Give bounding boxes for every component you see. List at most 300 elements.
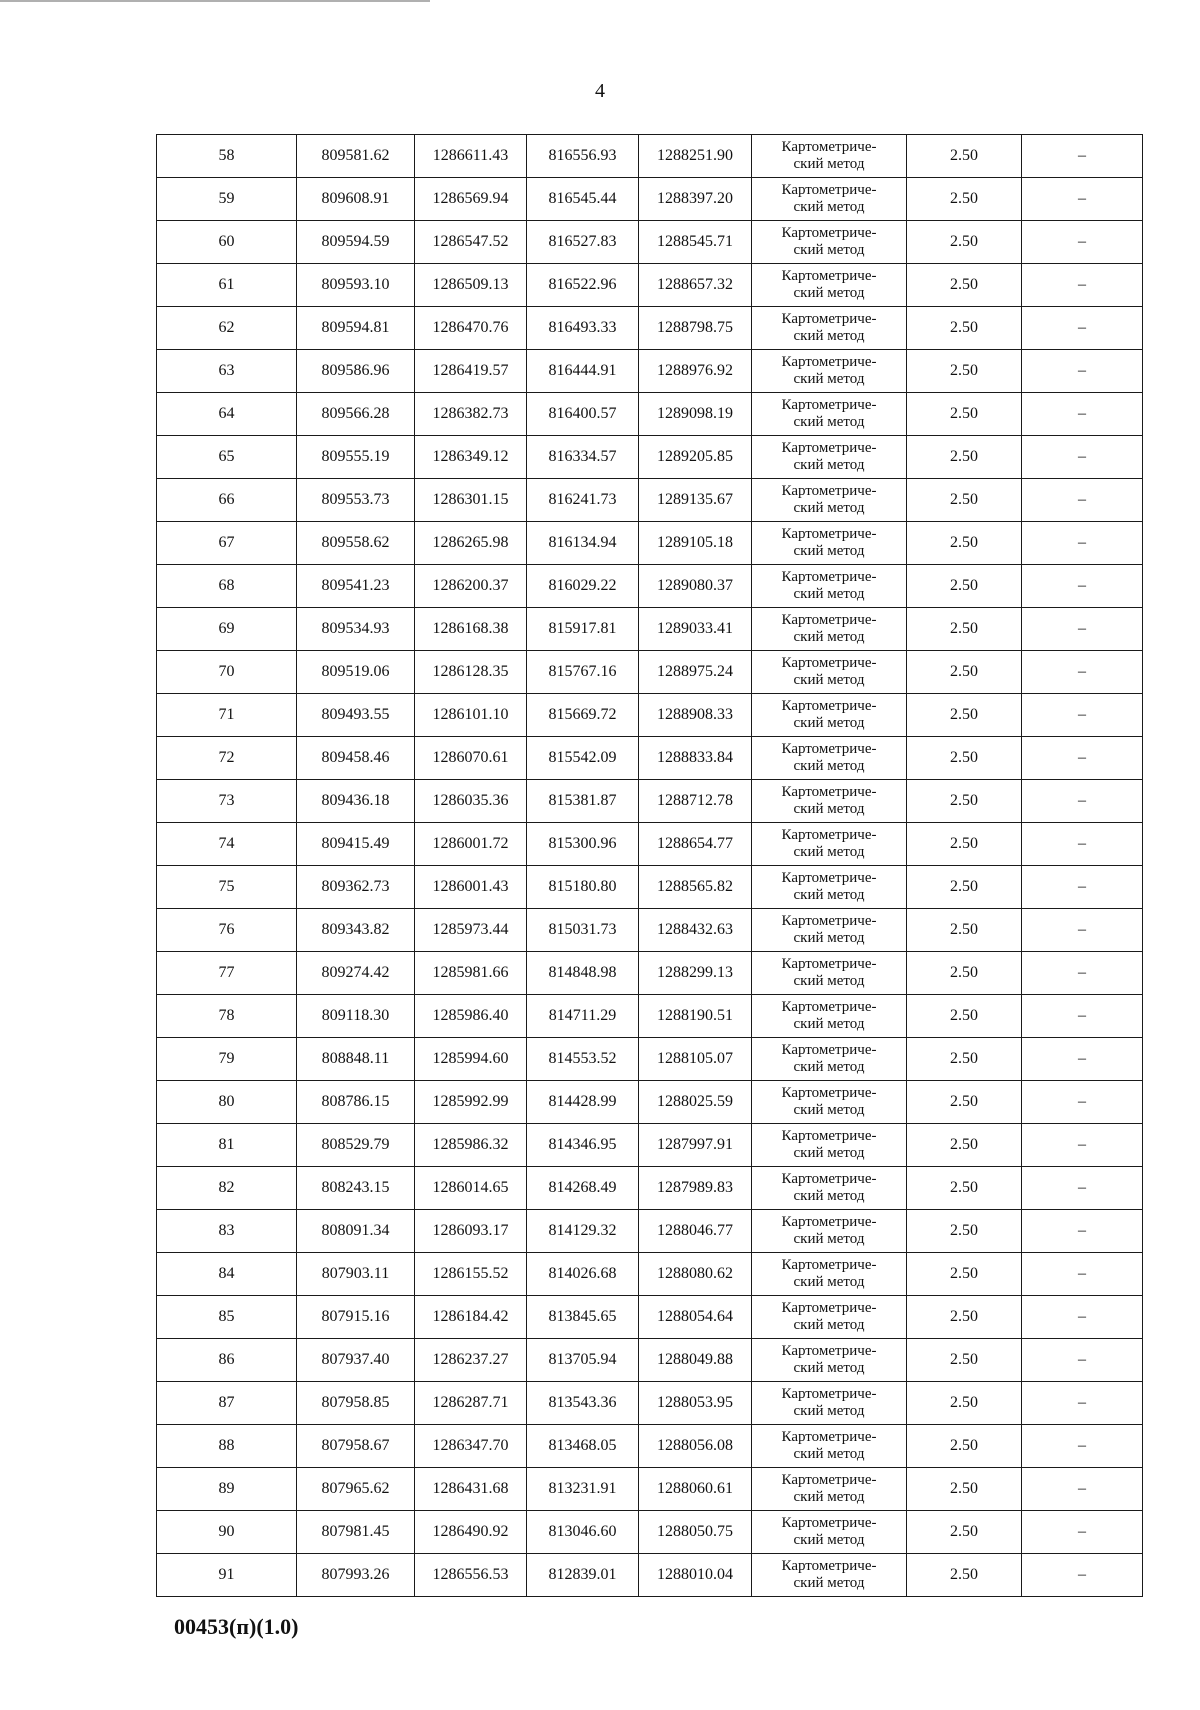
note-cell: –	[1022, 694, 1143, 737]
method-line: Картометриче-	[781, 784, 877, 800]
note-cell: –	[1022, 651, 1143, 694]
y1-cell: 1286556.53	[415, 1554, 527, 1597]
x1-cell: 809608.91	[297, 178, 415, 221]
method-cell	[752, 866, 907, 909]
x1-cell: 809566.28	[297, 393, 415, 436]
accuracy-cell: 2.50	[907, 995, 1022, 1038]
y2-cell: 1288712.78	[639, 780, 752, 823]
y1-cell: 1286237.27	[415, 1339, 527, 1382]
accuracy-cell: 2.50	[907, 651, 1022, 694]
method-cell	[752, 608, 907, 651]
x2-cell: 813845.65	[527, 1296, 639, 1339]
point-number-cell: 62	[157, 307, 297, 350]
accuracy-cell: 2.50	[907, 1425, 1022, 1468]
method-line: Картометриче-	[781, 225, 877, 241]
method-line: Картометриче-	[781, 1472, 877, 1488]
point-number-cell: 73	[157, 780, 297, 823]
method-line: Картометриче-	[781, 1343, 877, 1359]
method-cell	[752, 264, 907, 307]
point-number-cell: 63	[157, 350, 297, 393]
accuracy-cell: 2.50	[907, 909, 1022, 952]
table-row	[157, 565, 1143, 608]
method-line: Картометриче-	[781, 483, 877, 499]
table-row	[157, 952, 1143, 995]
method-line: ский метод	[793, 156, 865, 172]
point-number-cell: 79	[157, 1038, 297, 1081]
y1-cell: 1285973.44	[415, 909, 527, 952]
method-line: ский метод	[793, 1231, 865, 1247]
method-cell	[752, 393, 907, 436]
y1-cell: 1286490.92	[415, 1511, 527, 1554]
accuracy-cell: 2.50	[907, 522, 1022, 565]
x2-cell: 815917.81	[527, 608, 639, 651]
accuracy-cell: 2.50	[907, 1382, 1022, 1425]
x1-cell: 809594.59	[297, 221, 415, 264]
y2-cell: 1288833.84	[639, 737, 752, 780]
method-line: ский метод	[793, 1102, 865, 1118]
accuracy-cell: 2.50	[907, 565, 1022, 608]
method-line: ский метод	[793, 1575, 865, 1591]
x1-cell: 809118.30	[297, 995, 415, 1038]
x1-cell: 809593.10	[297, 264, 415, 307]
accuracy-cell: 2.50	[907, 350, 1022, 393]
x2-cell: 815542.09	[527, 737, 639, 780]
y2-cell: 1288908.33	[639, 694, 752, 737]
y2-cell: 1289205.85	[639, 436, 752, 479]
method-line: Картометриче-	[781, 1042, 877, 1058]
method-line: Картометриче-	[781, 311, 877, 327]
accuracy-cell: 2.50	[907, 1253, 1022, 1296]
y2-cell: 1287997.91	[639, 1124, 752, 1167]
y2-cell: 1288657.32	[639, 264, 752, 307]
table-row	[157, 1554, 1143, 1597]
point-number-cell: 61	[157, 264, 297, 307]
x2-cell: 816444.91	[527, 350, 639, 393]
method-line: ский метод	[793, 758, 865, 774]
y2-cell: 1288054.64	[639, 1296, 752, 1339]
note-cell: –	[1022, 737, 1143, 780]
table-row	[157, 1081, 1143, 1124]
table-row	[157, 1124, 1143, 1167]
method-cell	[752, 307, 907, 350]
point-number-cell: 58	[157, 135, 297, 178]
method-line: ский метод	[793, 500, 865, 516]
y2-cell: 1288046.77	[639, 1210, 752, 1253]
accuracy-cell: 2.50	[907, 1468, 1022, 1511]
method-cell	[752, 565, 907, 608]
x1-cell: 809586.96	[297, 350, 415, 393]
x2-cell: 815300.96	[527, 823, 639, 866]
x2-cell: 816545.44	[527, 178, 639, 221]
method-line: ский метод	[793, 1360, 865, 1376]
accuracy-cell: 2.50	[907, 479, 1022, 522]
y2-cell: 1288053.95	[639, 1382, 752, 1425]
x2-cell: 814026.68	[527, 1253, 639, 1296]
point-number-cell: 83	[157, 1210, 297, 1253]
method-line: Картометриче-	[781, 1171, 877, 1187]
x2-cell: 813705.94	[527, 1339, 639, 1382]
accuracy-cell: 2.50	[907, 694, 1022, 737]
method-line: ский метод	[793, 973, 865, 989]
x1-cell: 807915.16	[297, 1296, 415, 1339]
method-line: ский метод	[793, 1145, 865, 1161]
y1-cell: 1286200.37	[415, 565, 527, 608]
x1-cell: 808243.15	[297, 1167, 415, 1210]
x2-cell: 814553.52	[527, 1038, 639, 1081]
method-line: Картометриче-	[781, 139, 877, 155]
table-row	[157, 479, 1143, 522]
y1-cell: 1286569.94	[415, 178, 527, 221]
x1-cell: 809555.19	[297, 436, 415, 479]
method-cell	[752, 1468, 907, 1511]
note-cell: –	[1022, 1081, 1143, 1124]
x2-cell: 814848.98	[527, 952, 639, 995]
x1-cell: 809436.18	[297, 780, 415, 823]
method-cell	[752, 651, 907, 694]
x2-cell: 814346.95	[527, 1124, 639, 1167]
method-line: ский метод	[793, 1403, 865, 1419]
table-row	[157, 1425, 1143, 1468]
point-number-cell: 69	[157, 608, 297, 651]
accuracy-cell: 2.50	[907, 135, 1022, 178]
y1-cell: 1285981.66	[415, 952, 527, 995]
y1-cell: 1286547.52	[415, 221, 527, 264]
method-line: ский метод	[793, 543, 865, 559]
method-line: Картометриче-	[781, 1257, 877, 1273]
note-cell: –	[1022, 608, 1143, 651]
point-number-cell: 70	[157, 651, 297, 694]
note-cell: –	[1022, 1296, 1143, 1339]
point-number-cell: 71	[157, 694, 297, 737]
point-number-cell: 87	[157, 1382, 297, 1425]
method-cell	[752, 522, 907, 565]
x2-cell: 813543.36	[527, 1382, 639, 1425]
method-line: Картометриче-	[781, 741, 877, 757]
point-number-cell: 67	[157, 522, 297, 565]
x2-cell: 816334.57	[527, 436, 639, 479]
method-line: ский метод	[793, 715, 865, 731]
y2-cell: 1288654.77	[639, 823, 752, 866]
note-cell: –	[1022, 307, 1143, 350]
y2-cell: 1288060.61	[639, 1468, 752, 1511]
note-cell: –	[1022, 1167, 1143, 1210]
table-row	[157, 178, 1143, 221]
point-number-cell: 86	[157, 1339, 297, 1382]
method-cell	[752, 1081, 907, 1124]
y2-cell: 1288190.51	[639, 995, 752, 1038]
method-line: ский метод	[793, 930, 865, 946]
method-line: ский метод	[793, 199, 865, 215]
method-line: Картометриче-	[781, 182, 877, 198]
point-number-cell: 77	[157, 952, 297, 995]
y2-cell: 1288056.08	[639, 1425, 752, 1468]
method-cell	[752, 221, 907, 264]
accuracy-cell: 2.50	[907, 1038, 1022, 1081]
y1-cell: 1286035.36	[415, 780, 527, 823]
x2-cell: 813231.91	[527, 1468, 639, 1511]
accuracy-cell: 2.50	[907, 866, 1022, 909]
method-line: Картометриче-	[781, 1515, 877, 1531]
point-number-cell: 72	[157, 737, 297, 780]
method-line: ский метод	[793, 887, 865, 903]
y1-cell: 1285986.32	[415, 1124, 527, 1167]
x1-cell: 807903.11	[297, 1253, 415, 1296]
point-number-cell: 84	[157, 1253, 297, 1296]
x2-cell: 816134.94	[527, 522, 639, 565]
method-line: ский метод	[793, 672, 865, 688]
method-line: ский метод	[793, 844, 865, 860]
y2-cell: 1288299.13	[639, 952, 752, 995]
x1-cell: 809274.42	[297, 952, 415, 995]
method-line: ский метод	[793, 457, 865, 473]
x2-cell: 813468.05	[527, 1425, 639, 1468]
y1-cell: 1285986.40	[415, 995, 527, 1038]
method-line: Картометриче-	[781, 698, 877, 714]
point-number-cell: 80	[157, 1081, 297, 1124]
note-cell: –	[1022, 1511, 1143, 1554]
x1-cell: 809362.73	[297, 866, 415, 909]
method-line: Картометриче-	[781, 440, 877, 456]
point-number-cell: 68	[157, 565, 297, 608]
method-line: Картометриче-	[781, 1128, 877, 1144]
y2-cell: 1288798.75	[639, 307, 752, 350]
accuracy-cell: 2.50	[907, 307, 1022, 350]
point-number-cell: 75	[157, 866, 297, 909]
note-cell: –	[1022, 565, 1143, 608]
y2-cell: 1289135.67	[639, 479, 752, 522]
method-cell	[752, 737, 907, 780]
method-cell	[752, 1425, 907, 1468]
point-number-cell: 64	[157, 393, 297, 436]
method-cell	[752, 694, 907, 737]
accuracy-cell: 2.50	[907, 1339, 1022, 1382]
note-cell: –	[1022, 1425, 1143, 1468]
method-line: Картометриче-	[781, 1214, 877, 1230]
y1-cell: 1286287.71	[415, 1382, 527, 1425]
point-number-cell: 59	[157, 178, 297, 221]
method-line: ский метод	[793, 801, 865, 817]
point-number-cell: 78	[157, 995, 297, 1038]
accuracy-cell: 2.50	[907, 1296, 1022, 1339]
method-line: ский метод	[793, 1188, 865, 1204]
method-line: ский метод	[793, 1317, 865, 1333]
x2-cell: 815669.72	[527, 694, 639, 737]
method-line: Картометриче-	[781, 956, 877, 972]
y2-cell: 1288976.92	[639, 350, 752, 393]
page-number: 4	[595, 80, 605, 102]
y1-cell: 1286470.76	[415, 307, 527, 350]
note-cell: –	[1022, 393, 1143, 436]
table-row	[157, 1038, 1143, 1081]
accuracy-cell: 2.50	[907, 823, 1022, 866]
y1-cell: 1286265.98	[415, 522, 527, 565]
y2-cell: 1288010.04	[639, 1554, 752, 1597]
x1-cell: 808848.11	[297, 1038, 415, 1081]
x1-cell: 808091.34	[297, 1210, 415, 1253]
y2-cell: 1289080.37	[639, 565, 752, 608]
y2-cell: 1289033.41	[639, 608, 752, 651]
x1-cell: 808786.15	[297, 1081, 415, 1124]
y2-cell: 1288565.82	[639, 866, 752, 909]
table-row	[157, 522, 1143, 565]
table-row	[157, 823, 1143, 866]
x2-cell: 816400.57	[527, 393, 639, 436]
method-line: Картометриче-	[781, 268, 877, 284]
note-cell: –	[1022, 823, 1143, 866]
method-line: Картометриче-	[781, 827, 877, 843]
note-cell: –	[1022, 1382, 1143, 1425]
method-cell	[752, 1253, 907, 1296]
x1-cell: 807937.40	[297, 1339, 415, 1382]
note-cell: –	[1022, 1253, 1143, 1296]
method-line: Картометриче-	[781, 655, 877, 671]
point-number-cell: 89	[157, 1468, 297, 1511]
y1-cell: 1286093.17	[415, 1210, 527, 1253]
y1-cell: 1286168.38	[415, 608, 527, 651]
method-line: Картометриче-	[781, 1558, 877, 1574]
table-row	[157, 866, 1143, 909]
table-row	[157, 436, 1143, 479]
x2-cell: 816493.33	[527, 307, 639, 350]
x1-cell: 807965.62	[297, 1468, 415, 1511]
y1-cell: 1286014.65	[415, 1167, 527, 1210]
method-line: ский метод	[793, 629, 865, 645]
method-line: Картометриче-	[781, 1429, 877, 1445]
method-line: ский метод	[793, 1446, 865, 1462]
method-line: ский метод	[793, 1059, 865, 1075]
method-cell	[752, 1511, 907, 1554]
table-row	[157, 221, 1143, 264]
accuracy-cell: 2.50	[907, 221, 1022, 264]
method-cell	[752, 995, 907, 1038]
y2-cell: 1288049.88	[639, 1339, 752, 1382]
table-row	[157, 350, 1143, 393]
x1-cell: 809343.82	[297, 909, 415, 952]
note-cell: –	[1022, 479, 1143, 522]
table-row	[157, 1511, 1143, 1554]
note-cell: –	[1022, 1038, 1143, 1081]
y1-cell: 1286001.43	[415, 866, 527, 909]
top-rule	[0, 0, 430, 2]
y1-cell: 1286128.35	[415, 651, 527, 694]
table-row	[157, 1296, 1143, 1339]
table-row	[157, 651, 1143, 694]
x1-cell: 808529.79	[297, 1124, 415, 1167]
method-line: ский метод	[793, 586, 865, 602]
x2-cell: 816556.93	[527, 135, 639, 178]
note-cell: –	[1022, 1554, 1143, 1597]
accuracy-cell: 2.50	[907, 780, 1022, 823]
x2-cell: 816527.83	[527, 221, 639, 264]
point-number-cell: 90	[157, 1511, 297, 1554]
y2-cell: 1288025.59	[639, 1081, 752, 1124]
x2-cell: 814129.32	[527, 1210, 639, 1253]
method-cell	[752, 1167, 907, 1210]
y1-cell: 1286611.43	[415, 135, 527, 178]
y2-cell: 1288251.90	[639, 135, 752, 178]
x2-cell: 816241.73	[527, 479, 639, 522]
method-cell	[752, 1124, 907, 1167]
coordinates-table	[156, 134, 1143, 1597]
method-line: Картометриче-	[781, 612, 877, 628]
y2-cell: 1288975.24	[639, 651, 752, 694]
x1-cell: 809581.62	[297, 135, 415, 178]
x2-cell: 815767.16	[527, 651, 639, 694]
note-cell: –	[1022, 780, 1143, 823]
method-line: Картометриче-	[781, 1085, 877, 1101]
accuracy-cell: 2.50	[907, 1167, 1022, 1210]
y2-cell: 1288105.07	[639, 1038, 752, 1081]
table-row	[157, 608, 1143, 651]
method-line: ский метод	[793, 1016, 865, 1032]
accuracy-cell: 2.50	[907, 1511, 1022, 1554]
x2-cell: 812839.01	[527, 1554, 639, 1597]
note-cell: –	[1022, 264, 1143, 307]
y1-cell: 1286101.10	[415, 694, 527, 737]
x1-cell: 807958.67	[297, 1425, 415, 1468]
x2-cell: 816522.96	[527, 264, 639, 307]
accuracy-cell: 2.50	[907, 1554, 1022, 1597]
method-line: Картометриче-	[781, 526, 877, 542]
y1-cell: 1286347.70	[415, 1425, 527, 1468]
method-cell	[752, 135, 907, 178]
method-line: Картометриче-	[781, 999, 877, 1015]
method-line: ский метод	[793, 371, 865, 387]
table-row	[157, 780, 1143, 823]
method-line: ский метод	[793, 1532, 865, 1548]
method-line: ский метод	[793, 1274, 865, 1290]
note-cell: –	[1022, 1339, 1143, 1382]
y2-cell: 1289098.19	[639, 393, 752, 436]
method-cell	[752, 780, 907, 823]
y2-cell: 1288432.63	[639, 909, 752, 952]
point-number-cell: 65	[157, 436, 297, 479]
note-cell: –	[1022, 135, 1143, 178]
x1-cell: 809541.23	[297, 565, 415, 608]
table-row	[157, 1210, 1143, 1253]
table-row	[157, 1167, 1143, 1210]
x2-cell: 814428.99	[527, 1081, 639, 1124]
note-cell: –	[1022, 178, 1143, 221]
x2-cell: 814711.29	[527, 995, 639, 1038]
document-code: 00453(п)(1.0)	[174, 1614, 299, 1639]
x1-cell: 809594.81	[297, 307, 415, 350]
note-cell: –	[1022, 1210, 1143, 1253]
note-cell: –	[1022, 866, 1143, 909]
note-cell: –	[1022, 1124, 1143, 1167]
accuracy-cell: 2.50	[907, 952, 1022, 995]
y1-cell: 1286349.12	[415, 436, 527, 479]
note-cell: –	[1022, 1468, 1143, 1511]
x1-cell: 807981.45	[297, 1511, 415, 1554]
method-line: ский метод	[793, 328, 865, 344]
method-line: Картометриче-	[781, 397, 877, 413]
accuracy-cell: 2.50	[907, 1210, 1022, 1253]
y2-cell: 1288050.75	[639, 1511, 752, 1554]
accuracy-cell: 2.50	[907, 178, 1022, 221]
table-row	[157, 264, 1143, 307]
table-row	[157, 995, 1143, 1038]
y2-cell: 1287989.83	[639, 1167, 752, 1210]
x1-cell: 807958.85	[297, 1382, 415, 1425]
y2-cell: 1288545.71	[639, 221, 752, 264]
method-cell	[752, 1554, 907, 1597]
x2-cell: 813046.60	[527, 1511, 639, 1554]
x1-cell: 809558.62	[297, 522, 415, 565]
method-cell	[752, 1038, 907, 1081]
x1-cell: 809534.93	[297, 608, 415, 651]
x2-cell: 814268.49	[527, 1167, 639, 1210]
